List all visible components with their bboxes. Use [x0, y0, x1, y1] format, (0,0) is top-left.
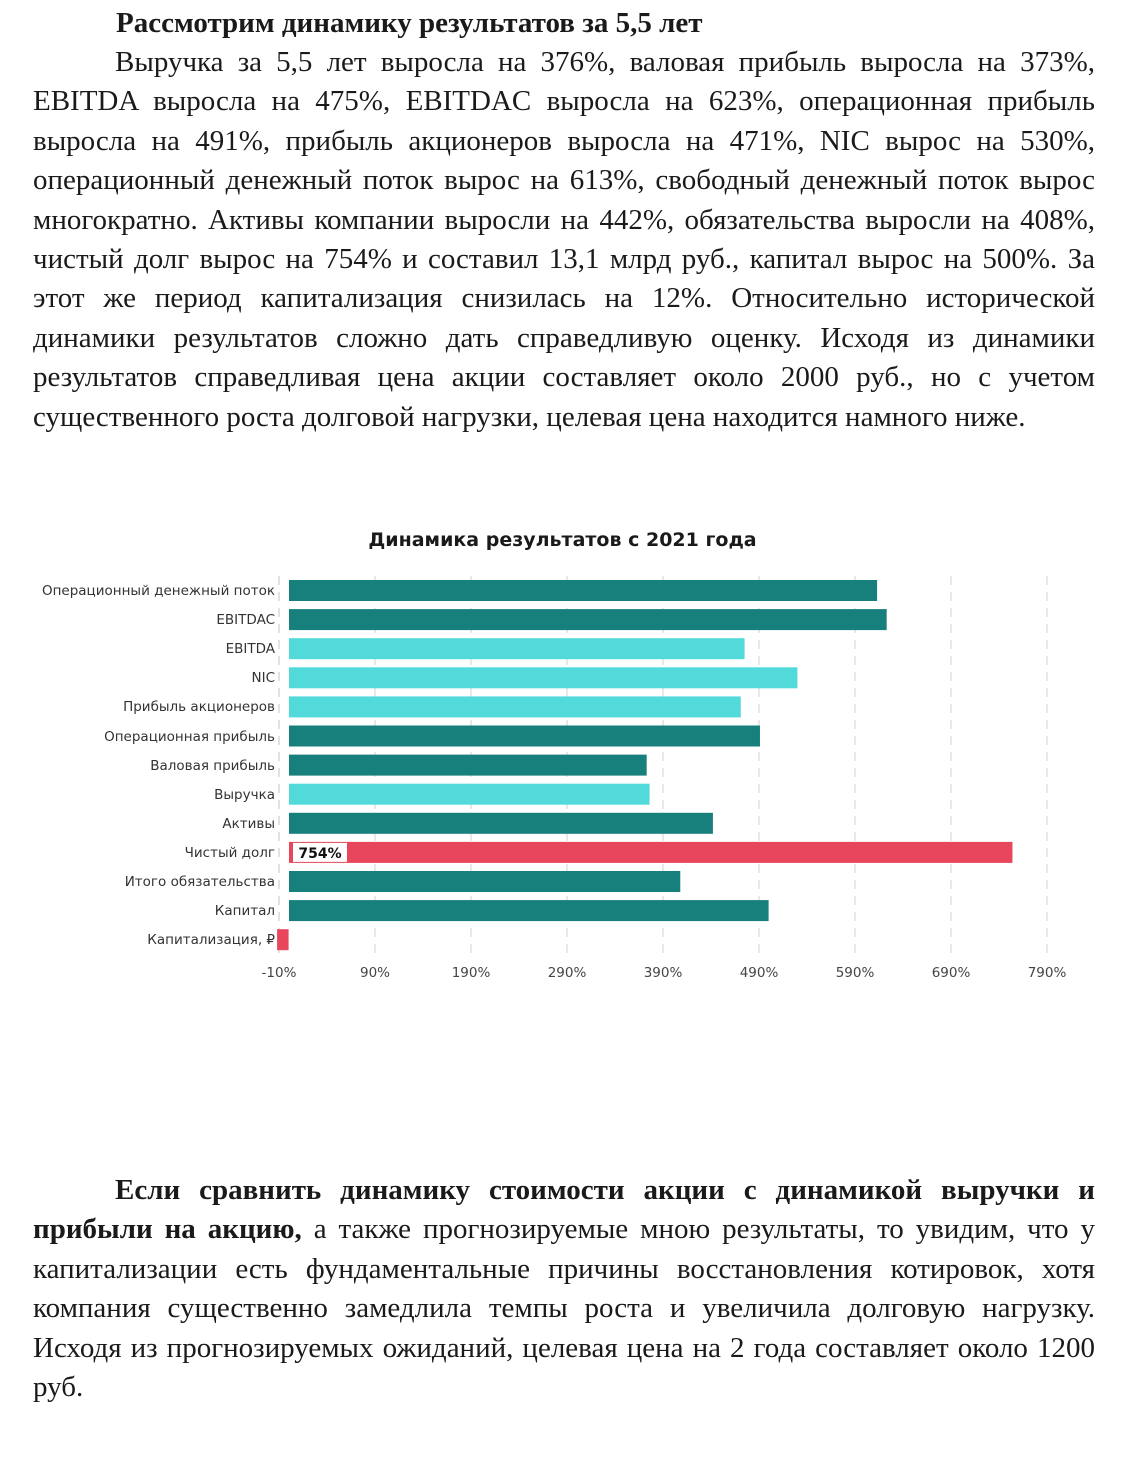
category-label: Операционный денежный поток	[41, 583, 275, 599]
bar-7	[289, 784, 650, 805]
bar-6	[289, 755, 647, 776]
x-tick-label: 790%	[1027, 965, 1067, 981]
category-label: Активы	[222, 815, 275, 832]
x-tick-label: 690%	[931, 965, 971, 981]
bar-12	[277, 929, 289, 950]
x-tick-label: 490%	[739, 965, 779, 981]
bar-8	[289, 813, 713, 834]
category-label: Операционная прибыль	[104, 728, 275, 745]
bar-9	[289, 842, 1012, 863]
bar-data-label: 754%	[298, 845, 342, 862]
bar-0	[289, 580, 877, 601]
paragraph-bold-lead: Если сравнить динамику стоимости акции с динамикой выручки и прибыли на акцию,	[33, 1174, 1095, 1246]
x-tick-label: 190%	[451, 965, 491, 981]
bar-10	[289, 871, 680, 892]
paragraph-share-price-comparison	[33, 1171, 1095, 1407]
paragraph-results-summary: Выручка за 5,5 лет выросла на 376%, валовая прибыль выросла на 373%, EBITDA выросла на 475%, EBITDAC выросла на 623%, операционная прибыль выросла на 491%, прибыль акционеров выросла на 471%, NIC вырос на 530%, операционный денежный поток вырос на 613%, свободный денежный поток вырос многократно. Активы компании выросли на 442%, обязательства выросли на 408%, чистый долг вырос на 754% и составил 13,1 млрд руб., капитал вырос на 500%. За этот же период капитализация снизилась на 12%. Относительно исторической динамики результатов сложно дать справедливую оценку. Исходя из динамики результатов справедливая цена акции составляет около 2000 руб., но с учетом существенного роста долговой нагрузки, целевая цена находится намного ниже.	[33, 46, 1095, 433]
x-tick-label: -10%	[261, 965, 297, 981]
x-tick-label: 290%	[547, 965, 587, 981]
category-label: Чистый долг	[184, 844, 275, 861]
category-label: Итого обязательства	[124, 874, 275, 890]
bar-1	[289, 609, 887, 630]
category-label: NIC	[251, 670, 275, 687]
bar-3	[289, 667, 797, 688]
x-tick-label: 90%	[359, 965, 391, 981]
category-label: Капитализация, ₽	[147, 932, 275, 949]
bar-11	[289, 900, 769, 921]
paragraph-rest: а также прогнозируемые мною результаты, то увидим, что у капитализации есть фундаментальные причины восстановления котировок, хотя компания существенно замедлила темпы роста и увеличила долговую нагрузку. Исходя из прогнозируемых ожиданий, целевая цена на 2 года составляет около 1200 руб.	[33, 1213, 1095, 1404]
category-label: Валовая прибыль	[150, 757, 275, 774]
category-label: Капитал	[214, 903, 275, 920]
chart-title: Динамика результатов с 2021 года	[368, 529, 757, 551]
category-label: EBITDAC	[216, 612, 275, 629]
x-tick-label: 390%	[643, 965, 683, 981]
bar-4	[289, 696, 741, 717]
bar-2	[289, 638, 745, 659]
section-heading: Рассмотрим динамику результатов за 5,5 лет	[116, 7, 703, 39]
category-label: Прибыль акционеров	[123, 699, 275, 716]
bar-5	[289, 726, 760, 747]
x-tick-label: 590%	[835, 965, 875, 981]
category-label: EBITDA	[225, 641, 275, 658]
category-label: Выручка	[214, 786, 275, 803]
